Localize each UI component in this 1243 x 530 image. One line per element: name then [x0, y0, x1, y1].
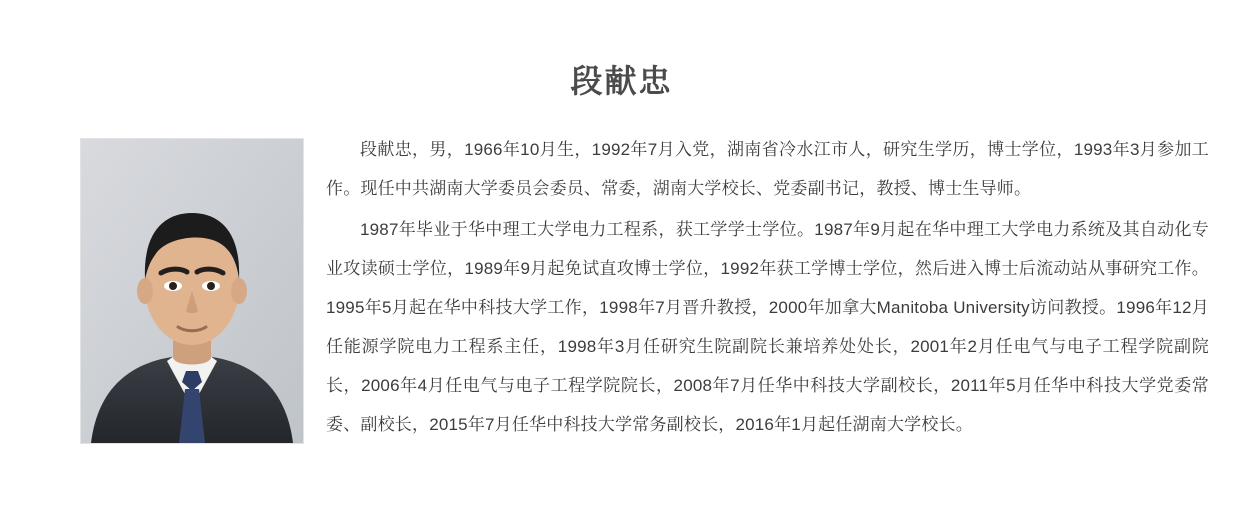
portrait-photo	[80, 138, 304, 444]
portrait-image	[81, 139, 303, 443]
profile-content	[0, 130, 1243, 450]
bio-paragraph-1: 段献忠，男，1966年10月生，1992年7月入党，湖南省冷水江市人，研究生学历，博士学位，1993年3月参加工作。现任中共湖南大学委员会委员、常委，湖南大学校长、党委副书记，教授、博士生导师。	[326, 140, 1209, 199]
page-title: 段献忠	[570, 63, 673, 99]
bio-paragraph-2: 1987年毕业于华中理工大学电力工程系，获工学学士学位。1987年9月起在华中理工大学电力系统及其自动化专业攻读硕士学位，1989年9月起免试直攻博士学位，1992年获工学博士学位，然后进入博士后流动站从事研究工作。1995年5月起在华中科技大学工作，1998年7月晋升教授，2000年加拿大Manitoba University访问教授。1996年12月任能源学院电力工程系主任，1998年3月任研究生院副院长兼培养处处长，2001年2月任电气与电子工程学院副院长，2006年4月任电气与电子工程学院院长，2008年7月任华中科技大学副校长，2011年5月任华中科技大学党委常委、副校长，2015年7月任华中科技大学常务副校长，2016年1月起任湖南大学校长。	[326, 220, 1209, 435]
